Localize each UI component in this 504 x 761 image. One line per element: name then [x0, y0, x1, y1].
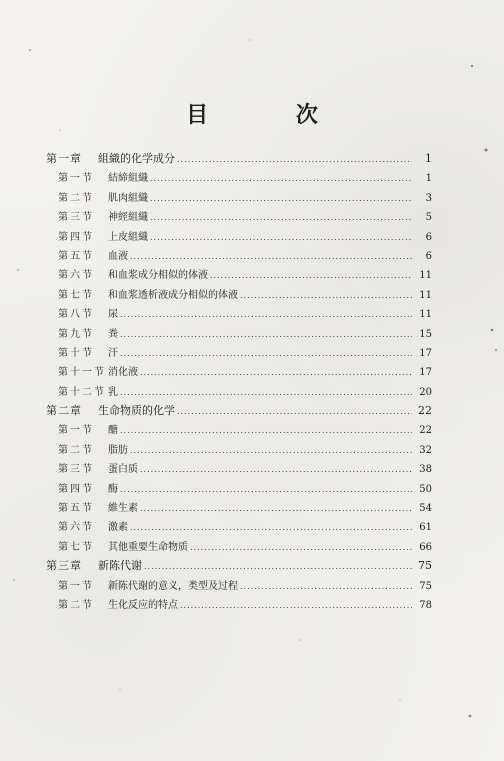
toc-entry-title: 尿 — [108, 309, 118, 321]
dot-leader — [190, 543, 412, 552]
dot-leader — [240, 291, 412, 300]
dot-leader — [240, 582, 412, 591]
toc-page-number: 61 — [419, 522, 432, 534]
toc-entry-number: 第六节 — [58, 270, 94, 282]
toc-entry-number: 第一节 — [58, 425, 94, 437]
toc-section-row — [46, 480, 432, 499]
toc-entry-title: 粪 — [108, 328, 118, 340]
toc-entry-title: 和血浆透析液成分相似的体液 — [108, 289, 238, 301]
dot-leader — [150, 233, 412, 242]
toc-entry-title: 其他重要生命物质 — [108, 541, 188, 553]
toc-page-number: 20 — [419, 386, 432, 398]
toc-page-number: 1 — [425, 152, 432, 165]
toc-page-number: 15 — [419, 328, 432, 340]
toc-page-number: 75 — [418, 559, 432, 573]
toc-entry-number: 第二节 — [58, 444, 94, 456]
toc-entry-number: 第十节 — [58, 347, 94, 359]
toc-chapter-row — [46, 557, 432, 576]
toc-page-number: 22 — [419, 425, 432, 437]
toc-entry-number: 第五节 — [58, 250, 94, 262]
dot-leader — [120, 426, 412, 435]
dot-leader — [130, 252, 412, 261]
toc-entry-title: 和血浆成分相似的体液 — [108, 270, 208, 282]
toc-entry-number: 第二节 — [58, 599, 94, 611]
toc-entry-number: 第十二节 — [58, 386, 106, 398]
toc-section-row — [46, 421, 432, 440]
toc-section-row — [46, 208, 432, 227]
toc-page-number: 22 — [418, 404, 432, 418]
toc-page-number: 78 — [419, 599, 432, 611]
dot-leader — [130, 523, 412, 532]
toc-entry-title: 肌肉組織 — [108, 192, 148, 204]
toc-entry-title: 蛋白质 — [108, 464, 138, 476]
toc-entry-title: 維生素 — [108, 503, 138, 515]
toc-page-number: 6 — [425, 231, 432, 243]
toc-entry-number: 第七节 — [58, 289, 94, 301]
dot-leader — [120, 330, 412, 339]
toc-chapter-row — [46, 150, 432, 169]
toc-entry-title: 激素 — [108, 522, 128, 534]
dot-leader — [150, 213, 412, 222]
toc-entry-title: 乳 — [108, 386, 118, 398]
dot-leader — [120, 485, 412, 494]
toc-section-row — [46, 383, 432, 402]
dot-leader — [180, 601, 412, 610]
toc-entry-number: 第八节 — [58, 309, 94, 321]
toc-entry-number: 第三节 — [58, 212, 94, 224]
dot-leader — [130, 446, 412, 455]
dot-leader — [144, 562, 412, 571]
toc-entry-title: 消化液 — [108, 367, 138, 379]
toc-entry-number: 第一节 — [58, 173, 94, 185]
toc-page-number: 1 — [425, 173, 432, 185]
dot-leader — [120, 388, 412, 397]
toc-section-row — [46, 344, 432, 363]
toc-section-row — [46, 577, 432, 596]
toc-page-number: 3 — [425, 192, 432, 204]
toc-page-number: 17 — [419, 367, 432, 379]
toc-page-number: 6 — [425, 250, 432, 262]
toc-page-number: 5 — [425, 212, 432, 224]
toc-entry-title: 神經組織 — [108, 212, 148, 224]
toc-entry-number: 第四节 — [58, 231, 94, 243]
dot-leader — [120, 310, 412, 319]
toc-entry-number: 第一节 — [58, 580, 94, 592]
toc-section-row — [46, 441, 432, 460]
page-title: 目 次 — [186, 102, 358, 128]
toc-chapter-row — [46, 402, 432, 421]
toc-entry-number: 第一章 — [46, 152, 82, 165]
toc-entry-title: 新陈代谢的意义，类型及过程 — [108, 580, 238, 592]
toc-page-number: 32 — [419, 444, 432, 456]
toc-section-row — [46, 518, 432, 537]
toc-page-number: 17 — [419, 347, 432, 359]
table-of-contents — [46, 150, 432, 615]
dot-leader — [210, 271, 412, 280]
toc-entry-title: 血液 — [108, 250, 128, 262]
toc-entry-title: 酶 — [108, 483, 118, 495]
toc-page-number: 50 — [419, 483, 432, 495]
dot-leader — [177, 155, 412, 164]
toc-entry-number: 第二节 — [58, 192, 94, 204]
toc-entry-number: 第二章 — [46, 404, 82, 418]
toc-section-row — [46, 596, 432, 615]
toc-section-row — [46, 189, 432, 208]
toc-page-number: 54 — [419, 503, 432, 515]
toc-section-row — [46, 228, 432, 247]
toc-section-row — [46, 499, 432, 518]
toc-entry-number: 第七节 — [58, 541, 94, 553]
dot-leader — [150, 194, 412, 203]
toc-entry-number: 第十一节 — [58, 367, 106, 379]
toc-entry-title: 脂肪 — [108, 444, 128, 456]
toc-page-number: 11 — [419, 289, 432, 301]
toc-entry-title: 組織的化学成分 — [98, 152, 175, 165]
dot-leader — [140, 504, 412, 513]
dot-leader — [120, 349, 412, 358]
toc-section-row — [46, 169, 432, 188]
toc-entry-title: 新陈代谢 — [98, 559, 142, 573]
toc-entry-number: 第六节 — [58, 522, 94, 534]
toc-section-row — [46, 266, 432, 285]
toc-entry-number: 第五节 — [58, 503, 94, 515]
toc-entry-title: 上皮組織 — [108, 231, 148, 243]
toc-entry-title: 生命物质的化学 — [98, 404, 175, 418]
toc-entry-title: 生化反应的特点 — [108, 599, 178, 611]
toc-section-row — [46, 247, 432, 266]
toc-page-number: 75 — [419, 580, 432, 592]
toc-entry-number: 第三章 — [46, 559, 82, 573]
toc-entry-number: 第九节 — [58, 328, 94, 340]
dot-leader — [177, 407, 412, 416]
toc-section-row — [46, 538, 432, 557]
dot-leader — [150, 174, 412, 183]
toc-entry-title: 結締組織 — [108, 173, 148, 185]
toc-section-row — [46, 286, 432, 305]
toc-entry-number: 第三节 — [58, 464, 94, 476]
toc-section-row — [46, 305, 432, 324]
toc-page-number: 38 — [419, 464, 432, 476]
dot-leader — [140, 465, 412, 474]
toc-entry-number: 第四节 — [58, 483, 94, 495]
toc-entry-title: 汗 — [108, 347, 118, 359]
toc-page-number: 11 — [419, 270, 432, 282]
toc-section-row — [46, 363, 432, 382]
toc-section-row — [46, 460, 432, 479]
toc-page-number: 66 — [419, 541, 432, 553]
toc-entry-title: 醣 — [108, 425, 118, 437]
toc-section-row — [46, 325, 432, 344]
toc-page-number: 11 — [419, 309, 432, 321]
dot-leader — [140, 368, 412, 377]
